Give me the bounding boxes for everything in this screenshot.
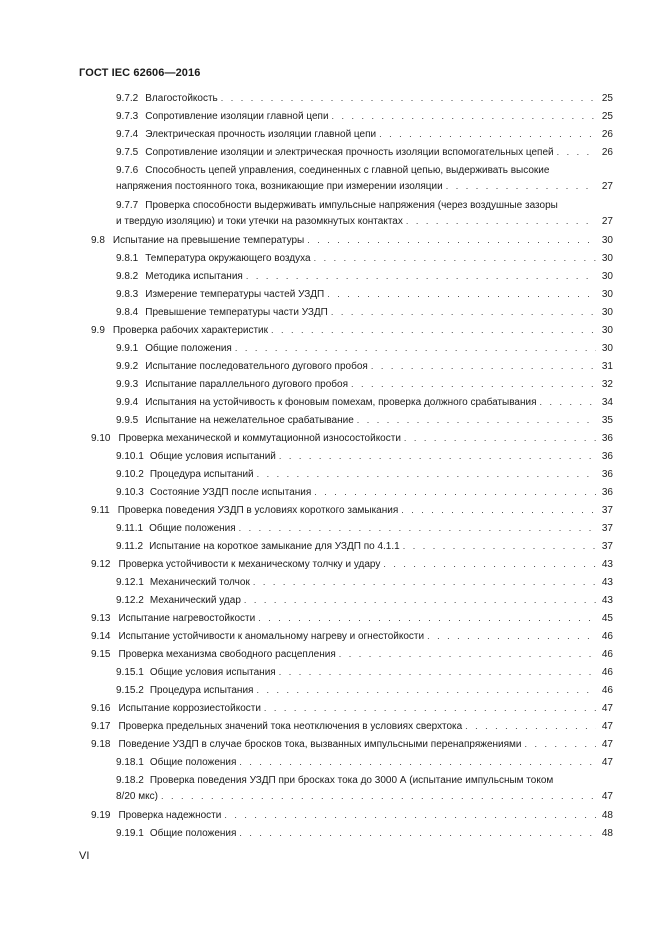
toc-entry-page: 32 <box>601 379 613 390</box>
toc-entry-title: Проверка предельных значений тока неотключения в условиях сверхтока <box>118 721 463 732</box>
dot-leader <box>539 396 596 409</box>
toc-entry-number: 9.7.3 <box>116 111 139 122</box>
toc-entry-title: Процедура испытания <box>149 685 254 696</box>
toc-entry[interactable] <box>91 612 613 625</box>
toc-entry[interactable] <box>116 252 613 265</box>
toc-entry-page: 34 <box>601 397 613 408</box>
toc-entry-title: Проверка механизма свободного расцепления <box>118 649 336 660</box>
toc-entry-page: 30 <box>601 235 613 246</box>
toc-entry-number: 9.7.6 <box>116 165 139 176</box>
toc-entry-page: 47 <box>601 703 613 714</box>
toc-entry-page: 26 <box>601 147 613 158</box>
toc-entry-number: 9.11.2 <box>116 541 144 552</box>
toc-entry-number: 9.13 <box>91 613 111 624</box>
dot-leader <box>314 486 596 499</box>
toc-entry-page: 37 <box>601 541 613 552</box>
document-header: ГОСТ IEC 62606—2016 <box>79 67 201 79</box>
toc-entry[interactable] <box>116 756 613 769</box>
toc-entry-title: Механический удар <box>149 595 241 606</box>
toc-entry-title: Испытание на короткое замыкание для УЗДП по 4.1.1 <box>149 541 400 552</box>
toc-entry-title: Испытание на нежелательное срабатывание <box>145 415 354 426</box>
toc-entry-number: 9.19 <box>91 810 111 821</box>
dot-leader <box>465 720 596 733</box>
toc-entry-page: 37 <box>601 505 613 516</box>
toc-entry-number: 9.14 <box>91 631 111 642</box>
toc-entry-number: 9.18 <box>91 739 111 750</box>
toc-entry-title: Испытание нагревостойкости <box>118 613 256 624</box>
toc-entry-number: 9.9.5 <box>116 415 139 426</box>
toc-entry-title: Испытание на превышение температуры <box>112 235 305 246</box>
dot-leader <box>257 468 596 481</box>
toc-entry[interactable] <box>116 666 613 679</box>
dot-leader <box>307 234 596 247</box>
toc-entry[interactable] <box>116 540 613 553</box>
toc-entry-page: 27 <box>601 181 613 192</box>
dot-leader <box>258 612 596 625</box>
toc-entry[interactable] <box>116 146 613 159</box>
toc-entry[interactable] <box>116 450 613 463</box>
toc-entry-number: 9.8.2 <box>116 271 139 282</box>
toc-entry-number: 9.7.2 <box>116 93 139 104</box>
toc-entry-title-line2: напряжения постоянного тока, возникающие при измерении изоляции <box>116 181 443 192</box>
toc-entry-title: Общие условия испытания <box>149 667 276 678</box>
dot-leader <box>357 414 596 427</box>
dot-leader <box>235 342 596 355</box>
toc-entry[interactable] <box>116 110 613 123</box>
toc-entry-page: 47 <box>601 739 613 750</box>
dot-leader <box>314 252 596 265</box>
toc-entry-number: 9.8.1 <box>116 253 139 264</box>
page-number: VI <box>79 850 90 862</box>
toc-entry-page: 35 <box>601 415 613 426</box>
toc-entry-title: Испытание параллельного дугового пробоя <box>145 379 349 390</box>
toc-entry[interactable] <box>116 594 613 607</box>
toc-entry[interactable] <box>91 234 613 247</box>
toc-entry-page: 37 <box>601 523 613 534</box>
toc-entry-page: 26 <box>601 129 613 140</box>
dot-leader <box>264 702 596 715</box>
toc-entry-page: 25 <box>601 111 613 122</box>
dot-leader <box>239 522 596 535</box>
toc-entry-number: 9.12.2 <box>116 595 144 606</box>
dot-leader <box>446 180 596 193</box>
toc-entry-number: 9.16 <box>91 703 111 714</box>
toc-entry-title: Общие условия испытаний <box>149 451 276 462</box>
dot-leader <box>221 92 596 105</box>
toc-entry-number: 9.15 <box>91 649 111 660</box>
dot-leader <box>351 378 596 391</box>
toc-entry[interactable] <box>116 827 613 840</box>
toc-entry[interactable] <box>91 648 613 661</box>
dot-leader <box>271 324 596 337</box>
toc-entry-page: 30 <box>601 271 613 282</box>
dot-leader <box>331 306 596 319</box>
toc-entry[interactable] <box>91 738 613 751</box>
toc-entry-title: Температура окружающего воздуха <box>145 253 311 264</box>
dot-leader <box>339 648 596 661</box>
toc-entry[interactable] <box>91 809 613 822</box>
toc-entry-number: 9.10.1 <box>116 451 144 462</box>
toc-entry-page: 30 <box>601 253 613 264</box>
toc-entry-title: Проверка механической и коммутационной износостойкости <box>118 433 401 444</box>
toc-entry-title: Испытание устойчивости к аномальному нагреву и огнестойкости <box>118 631 425 642</box>
dot-leader <box>239 756 596 769</box>
toc-entry[interactable] <box>116 92 613 105</box>
toc-entry-page: 43 <box>601 559 613 570</box>
toc-entry-title: Влагостойкость <box>145 93 218 104</box>
dot-leader <box>371 360 596 373</box>
toc-entry-number: 9.9.4 <box>116 397 139 408</box>
toc-entry-number: 9.10 <box>91 433 111 444</box>
toc-entry-title: Превышение температуры части УЗДП <box>145 307 328 318</box>
toc-entry-title: Проверка рабочих характеристик <box>112 325 269 336</box>
toc-entry-number: 9.9.2 <box>116 361 139 372</box>
toc-entry[interactable] <box>91 504 613 517</box>
dot-leader <box>253 576 596 589</box>
dot-leader <box>224 809 596 822</box>
dot-leader <box>401 504 596 517</box>
toc-entry-number: 9.15.1 <box>116 667 144 678</box>
toc-entry-page: 48 <box>601 810 613 821</box>
dot-leader <box>383 558 596 571</box>
toc-entry-number: 9.10.2 <box>116 469 144 480</box>
dot-leader <box>239 827 596 840</box>
dot-leader <box>379 128 596 141</box>
toc-entry-number: 9.18.2 <box>116 775 144 786</box>
dot-leader <box>246 270 596 283</box>
dot-leader <box>279 450 596 463</box>
toc-entry-page: 36 <box>601 451 613 462</box>
toc-entry-title: Общие положения <box>149 828 237 839</box>
toc-entry-title: Механический толчок <box>149 577 250 588</box>
toc-entry[interactable] <box>116 360 613 373</box>
toc-entry-page: 43 <box>601 577 613 588</box>
toc-entry-page: 30 <box>601 325 613 336</box>
toc-entry[interactable] <box>116 306 613 319</box>
toc-entry-page: 31 <box>601 361 613 372</box>
toc-entry-page: 25 <box>601 93 613 104</box>
toc-entry-title-line1: Проверка способности выдерживать импульсные напряжения (через воздушные зазоры <box>145 200 558 211</box>
toc-entry-number: 9.18.1 <box>116 757 144 768</box>
toc-entry-page: 36 <box>601 469 613 480</box>
dot-leader <box>406 215 596 228</box>
toc-entry-page: 45 <box>601 613 613 624</box>
toc-entry-title: Проверка поведения УЗДП в условиях короткого замыкания <box>117 505 399 516</box>
dot-leader <box>404 432 596 445</box>
toc-entry[interactable] <box>116 164 613 193</box>
toc-entry-number: 9.10.3 <box>116 487 144 498</box>
toc-entry-title: Состояние УЗДП после испытания <box>149 487 312 498</box>
toc-entry[interactable] <box>116 522 613 535</box>
toc-entry-title-line2: и твердую изоляцию) и токи утечки на разомкнутых контактах <box>116 216 403 227</box>
dot-leader <box>256 684 596 697</box>
toc-entry[interactable] <box>116 576 613 589</box>
toc-entry-number: 9.7.4 <box>116 129 139 140</box>
toc-entry-number: 9.8.4 <box>116 307 139 318</box>
toc-entry[interactable] <box>116 486 613 499</box>
toc-entry-title: Электрическая прочность изоляции главной цепи <box>145 129 377 140</box>
toc-entry-title: Процедура испытаний <box>149 469 254 480</box>
toc-entry[interactable] <box>91 630 613 643</box>
toc-entry[interactable] <box>116 342 613 355</box>
toc-entry[interactable] <box>116 199 613 228</box>
toc-entry-page: 30 <box>601 289 613 300</box>
toc-entry-title-line2: 8/20 мкс) <box>116 791 158 802</box>
toc-entry-title-line1: Способность цепей управления, соединенных с главной цепью, выдерживать высокие <box>145 165 550 176</box>
toc-entry-page: 27 <box>601 216 613 227</box>
toc-entry-page: 30 <box>601 307 613 318</box>
dot-leader <box>327 288 596 301</box>
toc-entry[interactable] <box>116 288 613 301</box>
dot-leader <box>557 146 596 159</box>
dot-leader <box>244 594 596 607</box>
toc-entry-title: Методика испытания <box>145 271 243 282</box>
toc-entry[interactable] <box>116 414 613 427</box>
toc-entry[interactable] <box>116 684 613 697</box>
toc-entry-title: Общие положения <box>149 757 237 768</box>
toc-entry[interactable] <box>91 324 613 337</box>
toc-entry[interactable] <box>116 774 613 803</box>
toc-entry-title: Общие положения <box>145 343 232 354</box>
toc-entry-page: 36 <box>601 487 613 498</box>
toc-entry-number: 9.8 <box>91 235 105 246</box>
toc-entry-title: Испытания на устойчивость к фоновым помехам, проверка должного срабатывания <box>145 397 537 408</box>
toc-entry-number: 9.7.5 <box>116 147 139 158</box>
toc-entry-number: 9.7.7 <box>116 200 139 211</box>
toc-entry-title: Измерение температуры частей УЗДП <box>145 289 325 300</box>
toc-entry[interactable] <box>91 432 613 445</box>
toc-entry-page: 47 <box>601 721 613 732</box>
toc-entry-page: 47 <box>601 757 613 768</box>
toc-entry-title: Сопротивление изоляции главной цепи <box>145 111 329 122</box>
toc-entry[interactable] <box>116 468 613 481</box>
toc-entry[interactable] <box>116 270 613 283</box>
dot-leader <box>279 666 596 679</box>
toc-entry-number: 9.12.1 <box>116 577 144 588</box>
toc-entry[interactable] <box>116 378 613 391</box>
toc-entry[interactable] <box>91 702 613 715</box>
toc-entry[interactable] <box>116 396 613 409</box>
toc-entry-number: 9.15.2 <box>116 685 144 696</box>
toc-entry-title: Испытание коррозиестойкости <box>118 703 261 714</box>
toc-entry-number: 9.11 <box>91 505 110 516</box>
toc-entry-title: Поведение УЗДП в случае бросков тока, вызванных импульсными перенапряжениями <box>118 739 522 750</box>
toc-entry-number: 9.11.1 <box>116 523 144 534</box>
dot-leader <box>427 630 596 643</box>
dot-leader <box>161 790 596 803</box>
toc-entry[interactable] <box>91 558 613 571</box>
dot-leader <box>332 110 596 123</box>
toc-entry-number: 9.8.3 <box>116 289 139 300</box>
dot-leader <box>525 738 597 751</box>
toc-entry-page: 36 <box>601 433 613 444</box>
toc-entry-title: Испытание последовательного дугового пробоя <box>145 361 368 372</box>
toc-entry-page: 46 <box>601 685 613 696</box>
dot-leader <box>403 540 596 553</box>
toc-entry-title: Проверка устойчивости к механическому толчку и удару <box>118 559 381 570</box>
toc-entry-title: Сопротивление изоляции и электрическая прочность изоляции вспомогательных цепей <box>145 147 554 158</box>
toc-entry-page: 48 <box>601 828 613 839</box>
toc-entry-page: 47 <box>601 791 613 802</box>
toc-entry-number: 9.19.1 <box>116 828 144 839</box>
toc-entry-page: 46 <box>601 649 613 660</box>
toc-entry-page: 43 <box>601 595 613 606</box>
toc-entry-title: Общие положения <box>149 523 236 534</box>
toc-entry-title: Проверка надежности <box>118 810 222 821</box>
toc-entry[interactable] <box>91 720 613 733</box>
toc-entry-page: 46 <box>601 631 613 642</box>
toc-entry-number: 9.17 <box>91 721 111 732</box>
toc-entry-page: 30 <box>601 343 613 354</box>
toc-entry-number: 9.9.3 <box>116 379 139 390</box>
toc-entry-number: 9.9.1 <box>116 343 139 354</box>
toc-entry-number: 9.12 <box>91 559 111 570</box>
toc-entry-page: 46 <box>601 667 613 678</box>
toc-entry[interactable] <box>116 128 613 141</box>
toc-entry-number: 9.9 <box>91 325 105 336</box>
toc-entry-title-line1: Проверка поведения УЗДП при бросках тока до 3000 А (испытание импульсным током <box>149 775 554 786</box>
